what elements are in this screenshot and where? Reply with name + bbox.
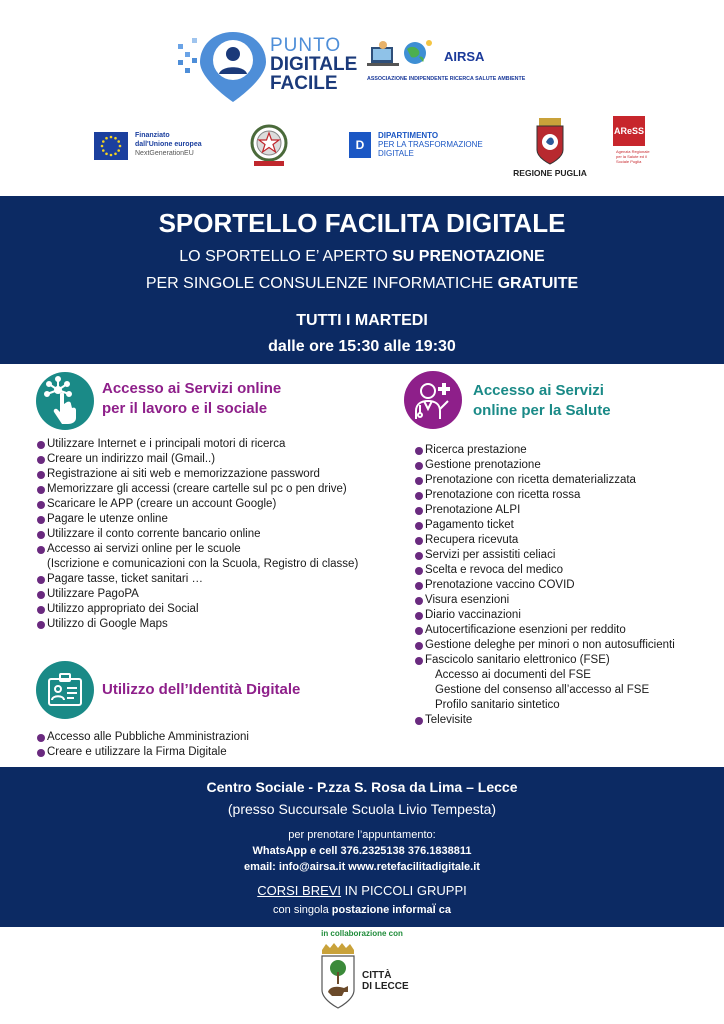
puglia-label: REGIONE PUGLIA [513,168,587,178]
list-item: Utilizzo appropriato dei Social [37,602,358,617]
section-health-title [473,381,611,421]
location: Centro Sociale - P.zza S. Rosa da Lima – Lecce [206,779,518,795]
list-item: Profilo sanitario sintetico [435,699,560,711]
section-identity-list [37,730,249,760]
puglia-coat-of-arms-icon [509,116,591,166]
eu-funding-text [135,131,202,158]
regione-puglia-logo [509,116,591,180]
pdf-line1: PUNTO [270,35,342,56]
doctor-icon [404,371,462,429]
section-work-list [37,437,358,632]
touch-network-icon [36,372,94,430]
airsa-illustration-icon [367,37,437,75]
contact-band [0,767,724,927]
list-item: Scaricare le APP (creare un account Google) [37,497,358,512]
punto-digitale-facile-logo [178,28,368,104]
airsa-subtitle: ASSOCIAZIONE INDIPENDENTE RICERCA SALUTE AMBIENTE [367,76,526,82]
list-item: (Iscrizione e comunicazioni con la Scuola, Registro di classe) [47,558,359,570]
list-item: Diario vaccinazioni [415,608,675,623]
list-item: Prenotazione ALPI [415,503,675,518]
booking-notice-bold: SU PRENOTAZIONE [392,248,545,265]
section-work-title [102,379,281,419]
list-item: Utilizzare PagoPA [37,587,358,602]
list-item: Creare un indirizzo mail (Gmail..) [37,452,358,467]
airsa-logo [367,37,545,89]
section-work-title-line2: per il lavoro e il sociale [102,400,268,417]
list-item: Fascicolo sanitario elettronico (FSE) [415,653,675,668]
lecce-text [362,970,409,992]
list-item: Pagare tasse, ticket sanitari … [37,572,358,587]
header-band [0,196,724,364]
list-item: Ricerca prestazione [415,443,675,458]
section-health-list [415,443,675,728]
list-item: Gestione prenotazione [415,458,675,473]
eu-line3: NextGenerationEU [135,150,194,157]
list-item: Registrazione ai siti web e memorizzazione password [37,467,358,482]
id-card-icon [36,661,94,719]
aress-mark: AReSS [613,116,645,146]
eu-flag-icon [94,132,128,160]
booking-label: per prenotare l’appuntamento: [288,829,436,841]
dipartimento-trasformazione-digitale-logo [349,130,489,166]
eu-line1: Finanziato [135,132,170,139]
list-item: Prenotazione vaccino COVID [415,578,675,593]
email-website: email: info@airsa.it www.retefacilitadigitale.it [244,861,480,873]
list-item: Prenotazione con ricetta rossa [415,488,675,503]
lecce-line1: CITTÀ [362,970,392,981]
list-item: Gestione del consenso all’accesso al FSE [435,684,650,696]
airsa-name: AIRSA [444,49,485,64]
schedule-hours: dalle ore 15:30 alle 19:30 [268,338,456,355]
aress-subtitle: Agenzia Regionale per la Salute ed il Sociale Puglia [616,149,650,164]
italian-republic-emblem-icon [248,121,290,171]
pdf-logo-text [270,36,357,93]
location-pin-icon [178,28,268,104]
list-item: Utilizzo di Google Maps [37,617,358,632]
station-pre: con singola [273,904,332,916]
eu-funding-logo [94,130,234,166]
list-item: Autocertificazione esenzioni per reddito [415,623,675,638]
lecce-coat-of-arms-icon [318,942,358,1012]
location-sub: (presso Succursale Scuola Livio Tempesta) [227,801,497,817]
dip-text [378,131,483,158]
list-item: Scelta e revoca del medico [415,563,675,578]
phone-numbers: WhatsApp e cell 376.2325138 376.1838811 [252,845,472,857]
pdf-line2: DIGITALE [270,54,358,75]
schedule-day: TUTTI I MARTEDI [296,312,428,329]
dip-line2: PER LA TRASFORMAZIONE [378,140,483,149]
list-item: Pagare le utenze online [37,512,358,527]
dip-line3: DIGITALE [378,149,414,158]
page-title: SPORTELLO FACILITA DIGITALE [158,208,566,238]
list-item: Recupera ricevuta [415,533,675,548]
booking-notice [0,248,724,266]
list-item: Servizi per assistiti celiaci [415,548,675,563]
courses-rest: IN PICCOLI GRUPPI [341,883,467,898]
section-health-title-line2: online per la Salute [473,402,611,419]
courses-underlined: CORSI BREVI [257,883,342,898]
courses-line [0,883,724,898]
station-line [0,904,724,916]
section-work-title-line1: Accesso ai Servizi online [102,380,282,397]
consultation-notice-text: PER SINGOLE CONSULENZE INFORMATICHE [145,275,498,292]
citta-di-lecce-logo [318,942,418,1012]
list-item: Memorizzare gli accessi (creare cartelle sul pc o pen drive) [37,482,358,497]
dip-line1: DIPARTIMENTO [378,131,439,140]
list-item: Visura esenzioni [415,593,675,608]
list-item: Televisite [415,713,675,728]
logos-header [0,0,724,195]
station-bold: postazione informaÏ ca [331,904,451,916]
booking-notice-text: LO SPORTELLO E’ APERTO [179,248,393,265]
section-health-title-line1: Accesso ai Servizi [473,382,604,399]
eu-line2: dall'Unione europea [135,141,202,148]
list-item: Creare e utilizzare la Firma Digitale [37,745,249,760]
aress-logo [610,116,650,174]
section-identity-title: Utilizzo dell’Identità Digitale [102,681,301,698]
consultation-notice [0,275,724,293]
list-item: Prenotazione con ricetta dematerializzata [415,473,675,488]
list-item: Accesso ai documenti del FSE [435,669,591,681]
lecce-line2: DI LECCE [362,981,409,992]
list-item: Gestione deleghe per minori o non autosufficienti [415,638,675,653]
pdf-line3: FACILE [270,73,338,94]
list-item: Utilizzare il conto corrente bancario online [37,527,358,542]
collaboration-label: in collaborazione con [321,929,403,938]
list-item: Utilizzare Internet e i principali motori di ricerca [37,437,358,452]
consultation-notice-bold: GRATUITE [497,275,579,292]
list-item: Pagamento ticket [415,518,675,533]
dip-mark: D [349,132,371,158]
list-item: Accesso ai servizi online per le scuole [37,542,358,557]
list-item: Accesso alle Pubbliche Amministrazioni [37,730,249,745]
